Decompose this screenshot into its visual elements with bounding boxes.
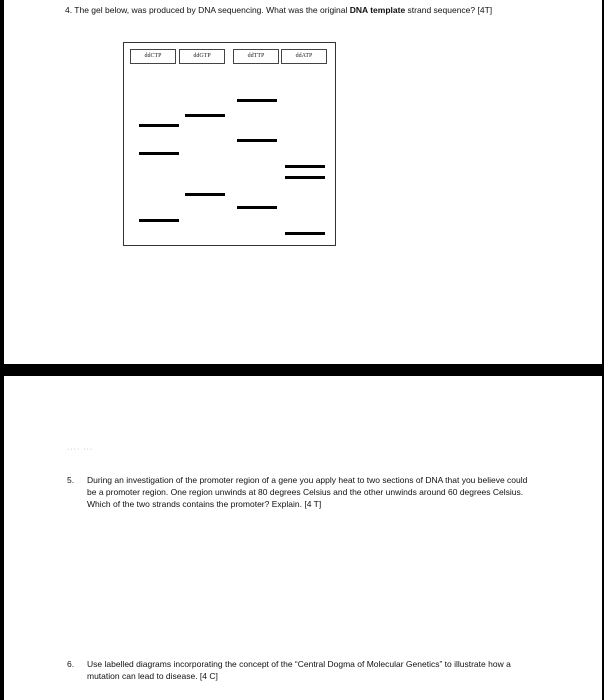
question-6-number: 6. xyxy=(67,659,75,669)
gel-band-ddgtp-3 xyxy=(185,114,225,117)
gel-band-ddatp-9 xyxy=(285,176,325,179)
gel-band-ddctp-1 xyxy=(139,152,179,155)
gel-band-ddttp-5 xyxy=(237,99,277,102)
gel-band-ddctp-2 xyxy=(139,219,179,222)
worksheet-page-2 xyxy=(4,376,602,700)
question-6-text: Use labelled diagrams incorporating the concept of the “Central Dogma of Molecular Genetics” to illustrate how a mutation can lead to disease. [4 C] xyxy=(87,659,511,681)
question-5 xyxy=(67,474,537,510)
gel-band-ddatp-10 xyxy=(285,232,325,235)
question-5-text: During an investigation of the promoter region of a gene you apply heat to two sections of DNA that you believe could be a promoter region. One region unwinds at 80 degrees Celsius and the other unwinds around 60 degrees Celsius. Which of the two strands contains the promoter? Explain. [4 T] xyxy=(87,475,528,509)
sequencing-gel xyxy=(123,42,336,246)
worksheet-page-1 xyxy=(4,0,602,364)
gel-band-ddttp-6 xyxy=(237,139,277,142)
lane-label-ddctp: ddCTP xyxy=(130,49,176,64)
gel-band-ddatp-8 xyxy=(285,165,325,168)
question-4-text-before: 4. The gel below, was produced by DNA sequencing. What was the original xyxy=(65,5,350,15)
lane-label-ddatp: ddATP xyxy=(281,49,327,64)
gel-band-ddctp-0 xyxy=(139,124,179,127)
question-4 xyxy=(65,4,505,16)
question-6 xyxy=(67,658,537,682)
gel-band-ddttp-7 xyxy=(237,206,277,209)
question-5-number: 5. xyxy=(67,475,75,485)
question-4-text-after: strand sequence? [4T] xyxy=(405,5,493,15)
question-4-text-bold: DNA template xyxy=(349,5,406,15)
gel-band-ddgtp-4 xyxy=(185,193,225,196)
faint-marks: ···· ··· xyxy=(67,446,94,453)
lane-label-ddttp: ddTTP xyxy=(233,49,279,64)
lane-label-ddgtp: ddGTP xyxy=(179,49,225,64)
